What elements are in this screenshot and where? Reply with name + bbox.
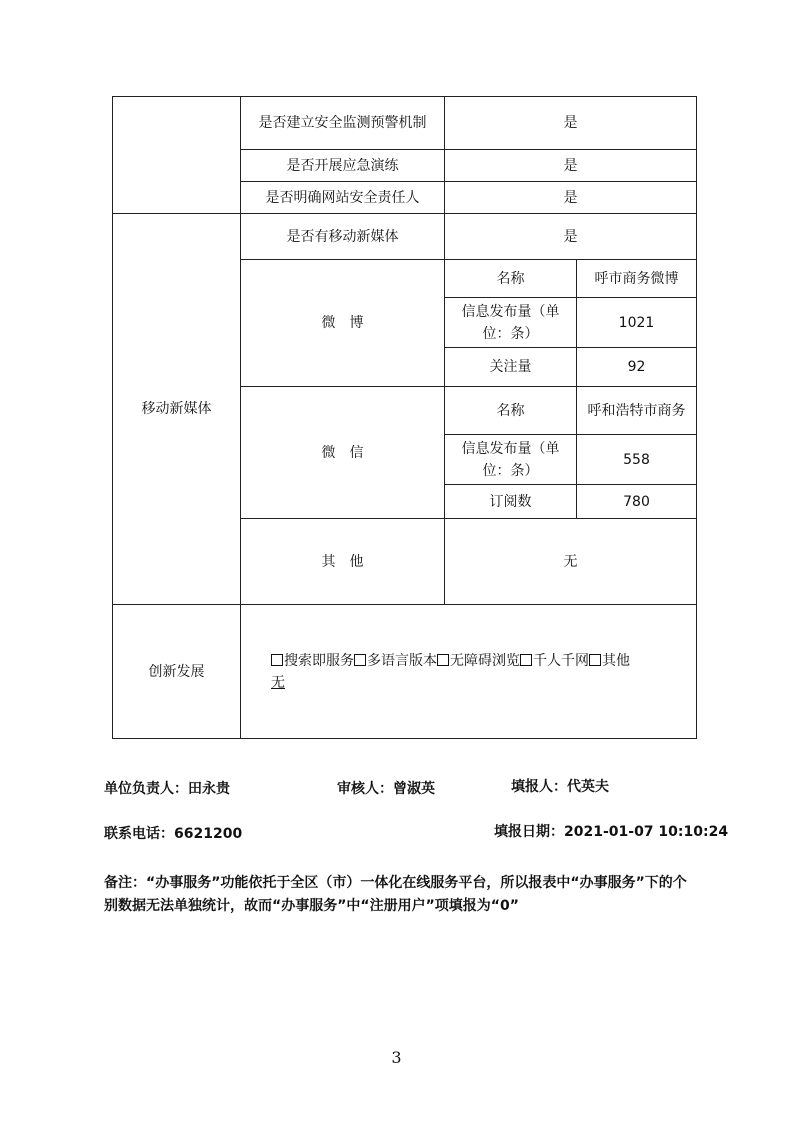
wechat-subscribers-value: 780	[577, 485, 697, 519]
report-table	[112, 96, 697, 739]
form-filler: 填报人：代英夫	[511, 779, 609, 795]
option-label: 无障碍浏览	[450, 652, 520, 669]
wechat-subscribers-label: 订阅数	[445, 485, 577, 519]
wechat-posts-value: 558	[577, 435, 697, 485]
wechat-name-label: 名称	[445, 387, 577, 435]
checkbox-icon[interactable]	[520, 654, 532, 666]
option-label: 搜索即服务	[284, 652, 354, 669]
security-value: 是	[445, 150, 697, 182]
weibo-posts-value: 1021	[577, 298, 697, 348]
option-label: 多语言版本	[367, 652, 437, 669]
security-label: 是否开展应急演练	[241, 150, 445, 182]
checkbox-icon[interactable]	[354, 654, 366, 666]
weibo-label: 微 博	[241, 260, 445, 387]
other-media-label: 其 他	[241, 519, 445, 605]
other-media-value: 无	[445, 519, 697, 605]
wechat-posts-label: 信息发布量（单位：条）	[445, 435, 577, 485]
security-value: 是	[445, 182, 697, 214]
wechat-label: 微 信	[241, 387, 445, 519]
security-value: 是	[445, 97, 697, 150]
contact-phone: 联系电话：6621200	[104, 826, 243, 842]
has-mobile-media-value: 是	[445, 214, 697, 260]
weibo-followers-value: 92	[577, 348, 697, 387]
checkbox-icon[interactable]	[271, 654, 283, 666]
security-label: 是否明确网站安全责任人	[241, 182, 445, 214]
weibo-followers-label: 关注量	[445, 348, 577, 387]
innovation-label: 创新发展	[113, 605, 241, 739]
option-label: 其他	[602, 652, 630, 669]
weibo-name-label: 名称	[445, 260, 577, 298]
responsible-person: 单位负责人：田永贵	[104, 781, 230, 797]
checkbox-icon[interactable]	[437, 654, 449, 666]
wechat-name-value: 呼和浩特市商务	[577, 387, 697, 435]
weibo-posts-label: 信息发布量（单位：条）	[445, 298, 577, 348]
innovation-options	[241, 605, 697, 739]
checkbox-icon[interactable]	[589, 654, 601, 666]
security-section-cell	[113, 97, 241, 214]
security-label: 是否建立安全监测预警机制	[241, 97, 445, 150]
has-mobile-media-label: 是否有移动新媒体	[241, 214, 445, 260]
other-innovation-value: 无	[271, 674, 285, 691]
page-number: 3	[391, 1048, 402, 1067]
option-label: 千人千网	[533, 652, 589, 669]
fill-date: 填报日期：2021-01-07 10:10:24	[494, 824, 729, 840]
mobile-media-section-label: 移动新媒体	[113, 214, 241, 605]
remarks-note: 备注：“办事服务”功能依托于全区（市）一体化在线服务平台，所以报表中“办事服务”下的个别数据无法单独统计，故而“办事服务”中“注册用户”项填报为“0”	[104, 875, 687, 914]
reviewer: 审核人：曾淑英	[337, 781, 435, 797]
weibo-name-value: 呼市商务微博	[577, 260, 697, 298]
